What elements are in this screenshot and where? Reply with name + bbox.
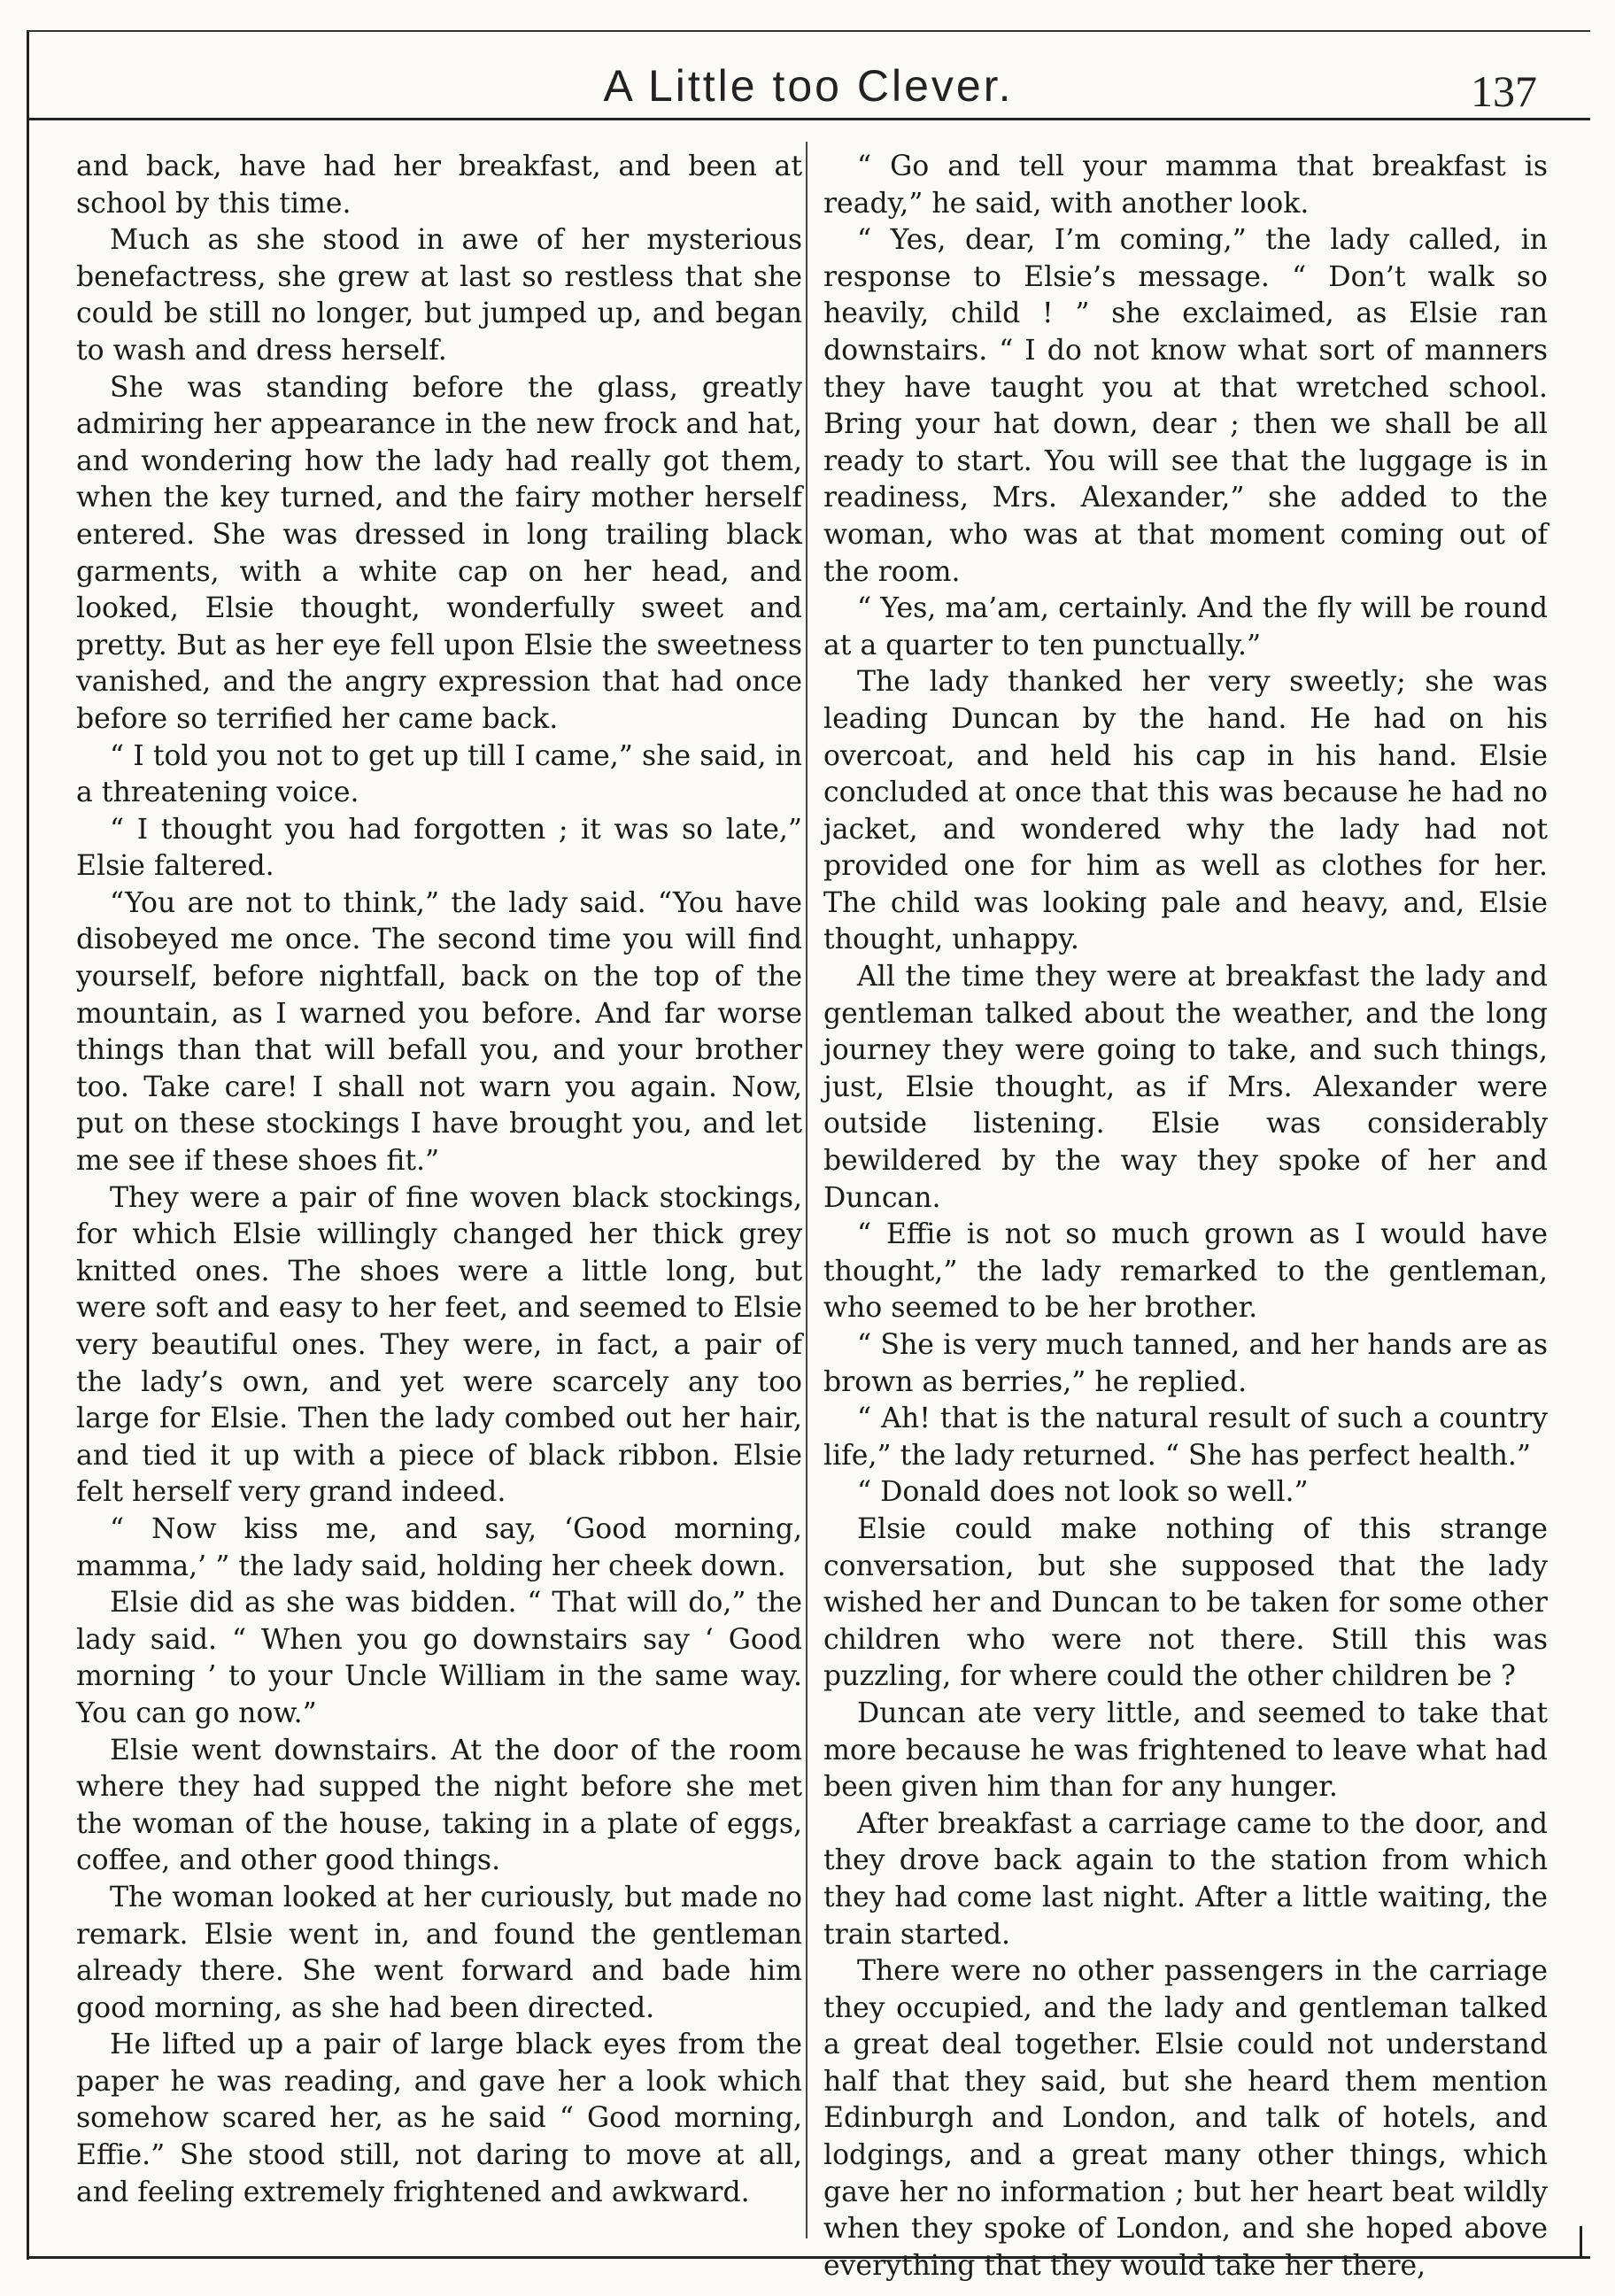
bottom-rule [27, 2256, 1590, 2259]
corner-mark [1580, 2226, 1582, 2258]
paragraph: Duncan ate very little, and seemed to take that more because he was frightened to leave what had been given him than for any hunger. [823, 1697, 1548, 1804]
paragraph: Elsie could make nothing of this strange conversation, but she supposed that the lady wished her and Duncan to be taken for some other children who were not there. Still this was puzzling, for where could the other children be ? [823, 1512, 1548, 1693]
paragraph: Elsie went downstairs. At the door of the room where they had supped the night before she met the woman of the house, taking in a plate of eggs, coffee, and other good things. [76, 1734, 802, 1877]
paragraph: “ Now kiss me, and say, ‘Good morning, mamma,’ ” the lady said, holding her cheek down. [76, 1512, 802, 1582]
paragraph: He lifted up a pair of large black eyes from the paper he was reading, and gave her a look which somehow scared her, as he said “ Good morning, Effie.” She stood still, not daring to move at all, and feeling extremely frightened and awkward. [76, 2029, 802, 2208]
column-divider [806, 142, 808, 2238]
paragraph: “ Ah! that is the natural result of such a country life,” the lady returned. “ She has perfect health.” [823, 1403, 1548, 1472]
paragraph: “ I told you not to get up till I came,” she said, in a threatening voice. [76, 739, 802, 809]
paragraph: “ I thought you had forgotten ; it was so late,” Elsie faltered. [76, 813, 802, 883]
paragraph: “ Go and tell your mamma that breakfast is ready,” he said, with another look. [823, 151, 1548, 220]
paragraph: Much as she stood in awe of her mysterious benefactress, she grew at last so restless that she could be still no longer, but jumped up, and began to wash and dress herself. [76, 224, 802, 367]
paragraph: “ Donald does not look so well.” [857, 1476, 1309, 1509]
paragraph: “ She is very much tanned, and her hands are as brown as berries,” he replied. [823, 1329, 1548, 1398]
paragraph: All the time they were at breakfast the lady and gentleman talked about the weather, and the long journey they were going to take, and such things, just, Elsie thought, as if Mrs. Alexander were outside listening. Elsie was considerably bewildered by the way they spoke of her and Duncan. [823, 961, 1548, 1214]
left-column [76, 149, 802, 2238]
paragraph: “ Effie is not so much grown as I would have thought,” the lady remarked to the gentleman, who seemed to be her brother. [823, 1218, 1548, 1325]
page-header [27, 35, 1590, 120]
paragraph: “ Yes, ma’am, certainly. And the fly will be round at a quarter to ten punctually.” [823, 592, 1548, 661]
paragraph: After breakfast a carriage came to the door, and they drove back again to the station from which they had come last night. After a little waiting, the train started. [823, 1807, 1548, 1951]
paragraph: There were no other passengers in the carriage they occupied, and the lady and gentleman talked a great deal together. Elsie could not understand half that they said, but she heard them mention Edinburgh and London, and talk of hotels, and lodgings, and a great many other things, which gave her no information ; but her heart beat wildly when they spoke of London, and she hoped above everything that they would take her there, [823, 1955, 1548, 2282]
paragraph: The woman looked at her curiously, but made no remark. Elsie went in, and found the gentleman already there. She went forward and bade him good morning, as she had been directed. [76, 1881, 802, 2024]
page-number: 137 [1471, 66, 1537, 116]
paragraph: They were a pair of fine woven black stockings, for which Elsie willingly changed her thick grey knitted ones. The shoes were a little long, but were soft and easy to her feet, and seemed to Elsie very beautiful ones. They were, in fact, a pair of the lady’s own, and yet were scarcely any too large for Elsie. Then the lady combed out her hair, and tied it up with a piece of black ribbon. Elsie felt herself very grand indeed. [76, 1181, 802, 1509]
paragraph: The lady thanked her very sweetly; she was leading Duncan by the hand. He had on his overcoat, and held his cap in his hand. Elsie concluded at once that this was because he had no jacket, and wondered why the lady had not provided one for him as well as clothes for her. The child was looking pale and heavy, and, Elsie thought, unhappy. [823, 666, 1548, 956]
right-column [823, 149, 1548, 2282]
paragraph: Elsie did as she was bidden. “ That will do,” the lady said. “ When you go downstairs say ‘ Good morning ’ to your Uncle William in the same way. You can go now.” [76, 1587, 802, 1729]
paragraph: “You are not to think,” the lady said. “You have disobeyed me once. The second time you will find yourself, before nightfall, back on the top of the mountain, as I warned you before. And far worse things than that will befall you, and your brother too. Take care! I shall not warn you again. Now, put on these stockings I have brought you, and let me see if these shoes fit.” [76, 886, 802, 1178]
running-title: A Little too Clever. [603, 61, 1014, 111]
paragraph: and back, have had her breakfast, and been at school by this time. [76, 151, 802, 220]
paragraph: “ Yes, dear, I’m coming,” the lady called, in response to Elsie’s message. “ Don’t walk so heavily, child ! ” she exclaimed, as Elsie ran downstairs. “ I do not know what sort of manners they have taught you at that wretched school. Bring your hat down, dear ; then we shall be all ready to start. You will see that the luggage is in readiness, Mrs. Alexander,” she added to the woman, who was at that moment coming out of the room. [823, 224, 1548, 588]
paragraph: She was standing before the glass, greatly admiring her appearance in the new frock and hat, and wondering how the lady had really got them, when the key turned, and the fairy mother herself entered. She was dressed in long trailing black garments, with a white cap on her head, and looked, Elsie thought, wonderfully sweet and pretty. But as her eye fell upon Elsie the sweetness vanished, and the angry expression that had once before so terrified her came back. [76, 371, 802, 735]
